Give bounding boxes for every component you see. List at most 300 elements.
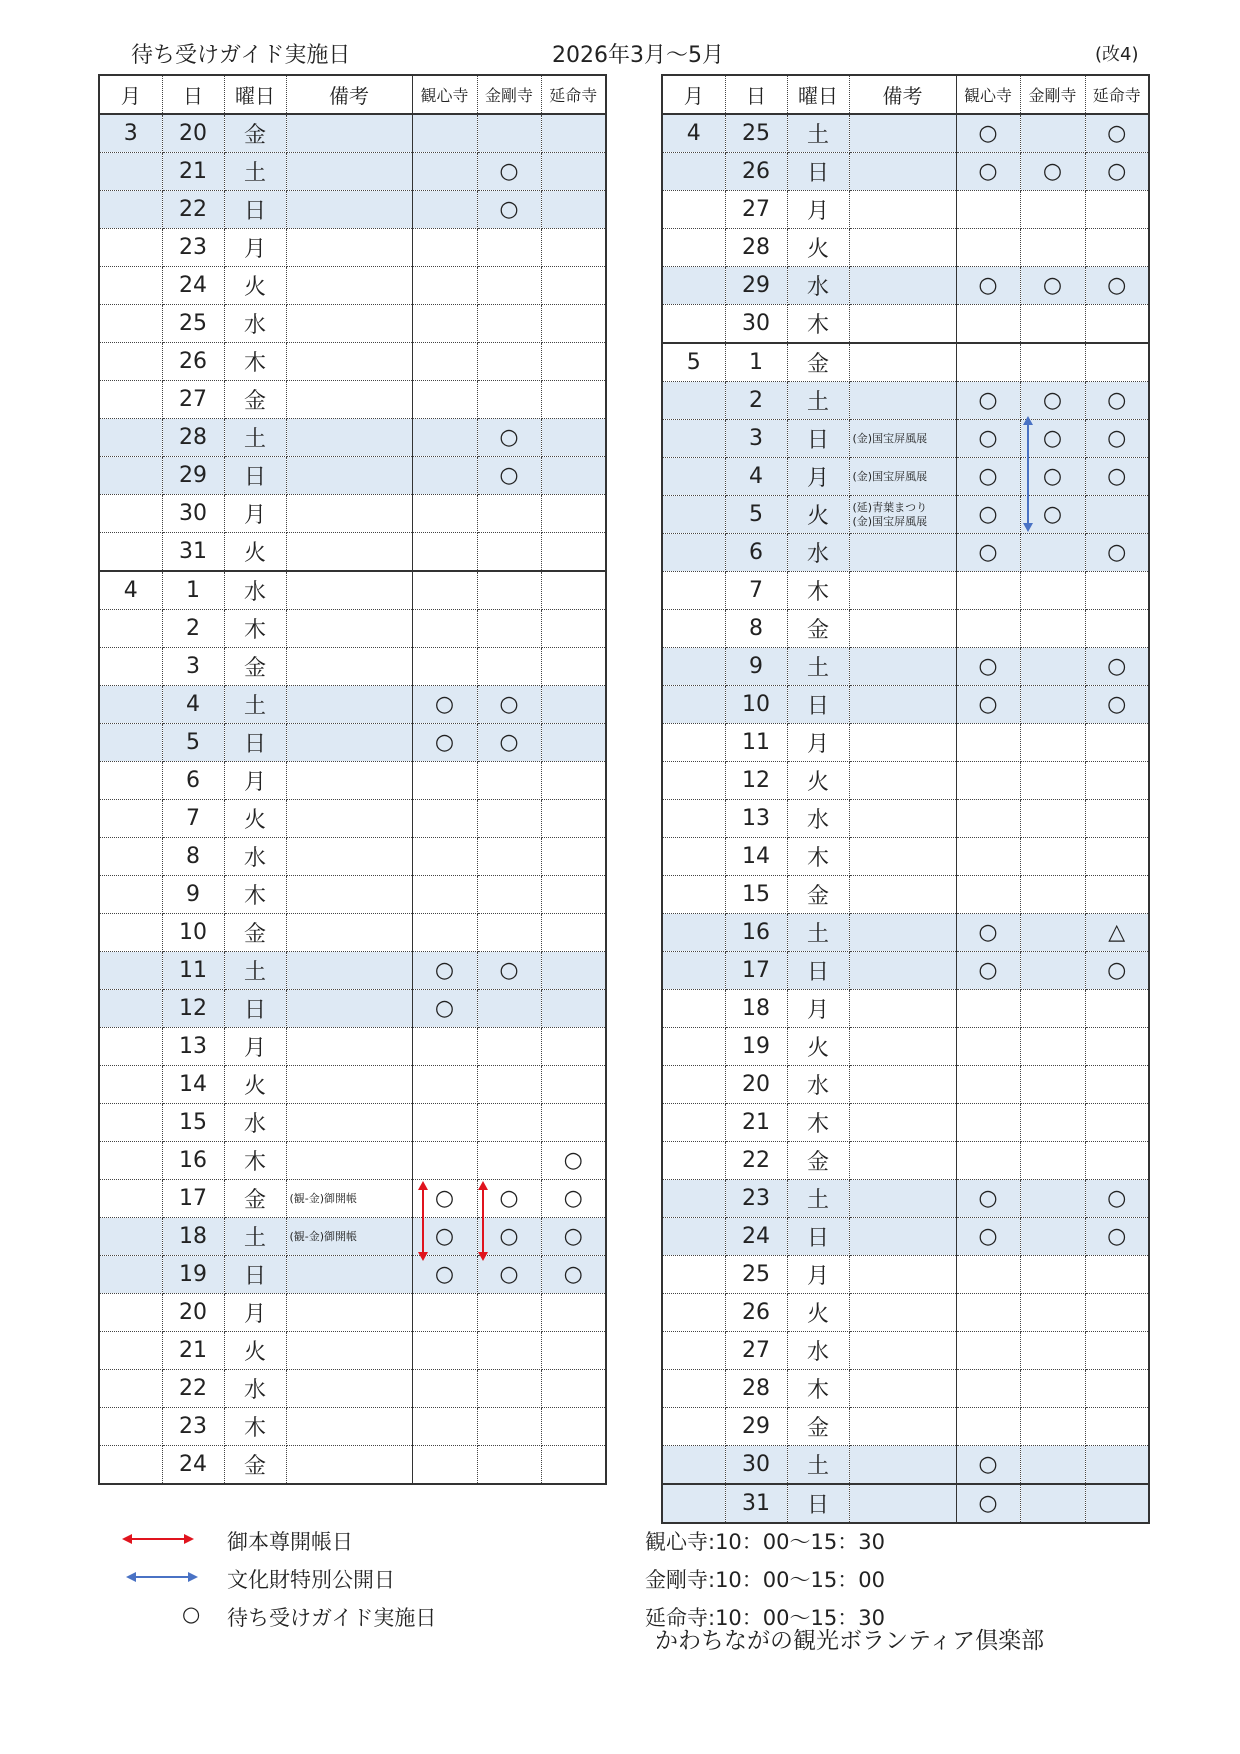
header-row [99,75,606,114]
weekday-cell: 火 [787,1294,849,1332]
month-cell [99,495,162,533]
kongoji-cell [1020,1294,1085,1332]
note-cell [286,876,412,914]
kanshinji-cell [956,1142,1020,1180]
revision-label: (改4) [1095,44,1139,65]
month-cell [662,267,725,305]
kongoji-cell [477,571,541,610]
kongoji-cell: ○ [1020,496,1085,534]
kongoji-cell [477,876,541,914]
note-text: (観-金)御開帳 [289,1191,358,1205]
table-row [99,343,606,381]
enmeiji-cell: ○ [1085,382,1149,420]
day-cell: 6 [725,534,787,572]
enmeiji-cell [541,419,606,457]
kanshinji-cell [412,343,477,381]
day-cell: 16 [725,914,787,952]
table-row [662,762,1149,800]
month-cell: 4 [99,571,162,610]
month-cell [662,1332,725,1370]
day-cell: 19 [725,1028,787,1066]
kanshinji-cell [956,800,1020,838]
weekday-cell: 金 [224,381,286,419]
table-row [662,1332,1149,1370]
day-cell: 14 [725,838,787,876]
table-row [99,610,606,648]
day-cell: 8 [725,610,787,648]
header-weekday: 曜日 [224,75,286,114]
enmeiji-cell: △ [1085,914,1149,952]
kongoji-cell [477,1028,541,1066]
weekday-cell: 木 [787,305,849,344]
month-cell [662,153,725,191]
note-cell [286,1408,412,1446]
note-text: (金)国宝屏風展 [852,514,928,528]
enmeiji-cell [541,1294,606,1332]
day-cell: 25 [162,305,224,343]
kongoji-cell [1020,724,1085,762]
kongoji-cell [477,1066,541,1104]
month-cell [99,457,162,495]
month-cell [99,381,162,419]
enmeiji-cell [541,876,606,914]
note-cell [849,1104,956,1142]
kanshinji-cell [412,1370,477,1408]
note-cell [286,305,412,343]
kongoji-cell [1020,1218,1085,1256]
kanshinji-cell: ○ [956,1484,1020,1523]
day-cell: 20 [725,1066,787,1104]
weekday-cell: 日 [224,1256,286,1294]
legend-label-guide: 待ち受けガイド実施日 [227,1606,437,1630]
kongoji-cell: ○ [477,419,541,457]
table-row [99,533,606,572]
note-cell [286,533,412,572]
day-cell: 19 [162,1256,224,1294]
weekday-cell: 日 [224,457,286,495]
weekday-cell: 木 [787,838,849,876]
enmeiji-cell [541,686,606,724]
enmeiji-cell [541,762,606,800]
kongoji-cell [1020,1142,1085,1180]
kanshinji-cell [412,153,477,191]
month-cell [662,496,725,534]
kanshinji-cell: ○ [412,1256,477,1294]
table-row [662,1066,1149,1104]
kanshinji-cell [956,1408,1020,1446]
kongoji-cell [477,533,541,572]
header-enmeiji: 延命寺 [541,75,606,114]
enmeiji-cell [541,990,606,1028]
kongoji-cell [1020,1370,1085,1408]
month-cell [99,229,162,267]
note-cell [286,495,412,533]
weekday-cell: 水 [787,1332,849,1370]
enmeiji-cell: ○ [541,1180,606,1218]
weekday-cell: 日 [787,952,849,990]
note-text: (金)国宝屏風展 [852,431,928,445]
enmeiji-cell [541,495,606,533]
table-row [99,1408,606,1446]
note-cell [849,343,956,382]
note-cell [849,838,956,876]
kanshinji-cell: ○ [412,990,477,1028]
table-row [99,571,606,610]
enmeiji-cell [1085,1104,1149,1142]
day-cell: 28 [725,229,787,267]
weekday-cell: 日 [787,686,849,724]
note-cell [849,305,956,344]
kongoji-cell [1020,1446,1085,1485]
note-cell [849,191,956,229]
note-cell [849,458,956,496]
table-row [99,990,606,1028]
weekday-cell: 月 [787,191,849,229]
enmeiji-cell [1085,1066,1149,1104]
header-weekday: 曜日 [787,75,849,114]
kongoji-cell [1020,572,1085,610]
table-row [99,229,606,267]
kanshinji-cell [956,572,1020,610]
month-cell [99,533,162,572]
kongoji-cell [1020,191,1085,229]
note-cell [286,762,412,800]
kanshinji-cell: ○ [956,496,1020,534]
weekday-cell: 水 [224,571,286,610]
kanshinji-cell [412,571,477,610]
month-cell [99,1370,162,1408]
note-cell [286,381,412,419]
note-cell [849,572,956,610]
header-day: 日 [162,75,224,114]
note-cell [286,838,412,876]
table-row [99,686,606,724]
legend-label-special: 文化財特別公開日 [227,1568,395,1592]
enmeiji-cell [541,1408,606,1446]
table-row [99,1256,606,1294]
weekday-cell: 火 [224,1066,286,1104]
enmeiji-cell: ○ [1085,1180,1149,1218]
table-row [662,114,1149,153]
kanshinji-cell [956,838,1020,876]
weekday-cell: 水 [224,1370,286,1408]
kongoji-cell [477,1294,541,1332]
table-row [99,800,606,838]
enmeiji-cell [1085,762,1149,800]
kanshinji-cell [956,1370,1020,1408]
month-cell [99,1294,162,1332]
day-cell: 22 [725,1142,787,1180]
note-cell [286,191,412,229]
enmeiji-cell [541,914,606,952]
month-cell [99,267,162,305]
table-row [99,1294,606,1332]
day-cell: 11 [162,952,224,990]
enmeiji-cell: ○ [1085,686,1149,724]
enmeiji-cell [541,153,606,191]
table-row [662,1218,1149,1256]
kongoji-cell [477,990,541,1028]
page-title: 待ち受けガイド実施日 [131,43,351,68]
table-row [99,838,606,876]
day-cell: 26 [725,153,787,191]
note-cell [286,267,412,305]
weekday-cell: 木 [224,1408,286,1446]
kanshinji-cell [412,533,477,572]
weekday-cell: 水 [787,1066,849,1104]
month-cell [662,191,725,229]
note-cell [286,990,412,1028]
kongoji-cell [477,1332,541,1370]
weekday-cell: 土 [787,382,849,420]
note-cell [286,343,412,381]
enmeiji-cell: ○ [1085,1218,1149,1256]
month-cell [662,800,725,838]
weekday-cell: 金 [224,114,286,153]
note-cell [849,496,956,534]
kongoji-cell [477,267,541,305]
day-cell: 6 [162,762,224,800]
day-cell: 30 [725,305,787,344]
note-cell [286,1180,412,1218]
enmeiji-cell [541,571,606,610]
kongoji-cell [477,495,541,533]
enmeiji-cell [1085,1294,1149,1332]
note-cell [849,876,956,914]
day-cell: 5 [162,724,224,762]
kongoji-cell [1020,1104,1085,1142]
kongoji-cell [1020,800,1085,838]
enmeiji-cell [1085,343,1149,382]
note-cell [849,1028,956,1066]
weekday-cell: 土 [787,1446,849,1485]
kanshinji-cell [412,914,477,952]
note-cell [286,1104,412,1142]
kanshinji-cell: ○ [956,686,1020,724]
table-row [662,914,1149,952]
note-cell [849,1294,956,1332]
kongoji-cell [477,1408,541,1446]
weekday-cell: 金 [787,343,849,382]
enmeiji-cell [541,1446,606,1485]
weekday-cell: 月 [787,724,849,762]
enmeiji-cell [541,838,606,876]
legend-blue-arrow-icon [126,1571,198,1583]
enmeiji-cell [1085,1370,1149,1408]
weekday-cell: 金 [787,876,849,914]
header-kongoji: 金剛寺 [1020,75,1085,114]
enmeiji-cell [541,267,606,305]
table-row [99,381,606,419]
month-cell [99,1142,162,1180]
weekday-cell: 水 [224,305,286,343]
table-row [99,1332,606,1370]
note-text: (観-金)御開帳 [289,1229,358,1243]
month-cell [662,1104,725,1142]
header-month: 月 [662,75,725,114]
kanshinji-cell [412,381,477,419]
table-row [662,1370,1149,1408]
table-row [99,305,606,343]
enmeiji-cell [1085,800,1149,838]
table-row [662,229,1149,267]
note-cell [286,153,412,191]
enmeiji-cell: ○ [1085,648,1149,686]
kanshinji-cell: ○ [412,952,477,990]
weekday-cell: 水 [787,267,849,305]
kongoji-cell [1020,1180,1085,1218]
day-cell: 24 [162,267,224,305]
table-row [99,1180,606,1218]
note-cell [286,419,412,457]
day-cell: 23 [162,1408,224,1446]
month-cell [662,648,725,686]
kanshinji-cell: ○ [956,420,1020,458]
day-cell: 29 [162,457,224,495]
organization-name: かわちながの観光ボランティア倶楽部 [655,1628,1045,1654]
kongoji-cell [1020,114,1085,153]
kanshinji-cell [412,457,477,495]
month-cell [662,952,725,990]
table-row [99,1218,606,1256]
kongoji-cell [477,648,541,686]
table-row [662,1142,1149,1180]
kanshinji-cell [956,1066,1020,1104]
kongoji-cell [477,1446,541,1485]
kongoji-cell [477,381,541,419]
kanshinji-cell [412,229,477,267]
enmeiji-cell [1085,1484,1149,1523]
month-cell [99,990,162,1028]
month-cell [662,382,725,420]
kanshinji-cell: ○ [956,952,1020,990]
enmeiji-cell [1085,1332,1149,1370]
day-cell: 27 [162,381,224,419]
kongoji-cell [1020,1408,1085,1446]
day-cell: 2 [162,610,224,648]
day-cell: 12 [162,990,224,1028]
weekday-cell: 木 [224,343,286,381]
enmeiji-cell: ○ [1085,420,1149,458]
kongoji-cell [477,800,541,838]
kongoji-cell [1020,1256,1085,1294]
day-cell: 12 [725,762,787,800]
enmeiji-cell: ○ [1085,153,1149,191]
table-row [662,876,1149,914]
note-cell [286,1218,412,1256]
enmeiji-cell [541,724,606,762]
enmeiji-cell [541,229,606,267]
weekday-cell: 金 [224,1180,286,1218]
table-row [662,838,1149,876]
enmeiji-cell [541,343,606,381]
month-cell [99,1446,162,1485]
blue-arrow-kongoji [1022,416,1034,532]
weekday-cell: 木 [787,1370,849,1408]
month-cell [662,1484,725,1523]
note-cell [849,420,956,458]
note-cell [286,1332,412,1370]
table-row [662,990,1149,1028]
weekday-cell: 月 [224,229,286,267]
month-cell: 4 [662,114,725,153]
enmeiji-cell [541,1332,606,1370]
note-cell [849,1446,956,1485]
kanshinji-cell: ○ [956,914,1020,952]
kanshinji-cell: ○ [956,382,1020,420]
note-cell [286,800,412,838]
day-cell: 16 [162,1142,224,1180]
table-row [99,267,606,305]
kongoji-cell [477,1370,541,1408]
enmeiji-cell [1085,229,1149,267]
month-cell [99,1332,162,1370]
table-row [99,153,606,191]
kanshinji-cell [956,1256,1020,1294]
weekday-cell: 月 [224,1294,286,1332]
kongoji-cell [1020,343,1085,382]
month-cell [662,229,725,267]
weekday-cell: 日 [787,1218,849,1256]
day-cell: 21 [162,153,224,191]
day-cell: 21 [725,1104,787,1142]
day-cell: 29 [725,1408,787,1446]
table-row [99,1142,606,1180]
day-cell: 26 [725,1294,787,1332]
day-cell: 14 [162,1066,224,1104]
day-cell: 28 [162,419,224,457]
month-cell [662,420,725,458]
weekday-cell: 木 [224,1142,286,1180]
month-cell [662,1028,725,1066]
weekday-cell: 土 [224,419,286,457]
note-cell [849,952,956,990]
day-cell: 9 [725,648,787,686]
kongoji-cell: ○ [477,686,541,724]
table-row [662,724,1149,762]
note-cell [849,1484,956,1523]
day-cell: 24 [725,1218,787,1256]
note-text: (金)国宝屏風展 [852,469,928,483]
enmeiji-cell [541,191,606,229]
hours-enmeiji: 延命寺:10：00～15：30 [645,1606,885,1630]
weekday-cell: 土 [224,1218,286,1256]
kanshinji-cell [956,876,1020,914]
kongoji-cell: ○ [1020,267,1085,305]
kongoji-cell: ○ [1020,420,1085,458]
table-row [662,1294,1149,1332]
day-cell: 20 [162,114,224,153]
note-cell [286,724,412,762]
weekday-cell: 木 [224,876,286,914]
kanshinji-cell [956,990,1020,1028]
enmeiji-cell [1085,1446,1149,1485]
month-cell [99,1256,162,1294]
day-cell: 30 [725,1446,787,1485]
hours-kongoji: 金剛寺:10：00～15：00 [645,1568,885,1592]
kanshinji-cell [412,1066,477,1104]
note-cell [849,1408,956,1446]
enmeiji-cell [541,1066,606,1104]
enmeiji-cell [1085,610,1149,648]
enmeiji-cell [541,457,606,495]
month-cell [662,1370,725,1408]
note-cell [849,382,956,420]
kanshinji-cell [956,762,1020,800]
month-cell [662,1446,725,1485]
enmeiji-cell [541,952,606,990]
kanshinji-cell [412,1446,477,1485]
